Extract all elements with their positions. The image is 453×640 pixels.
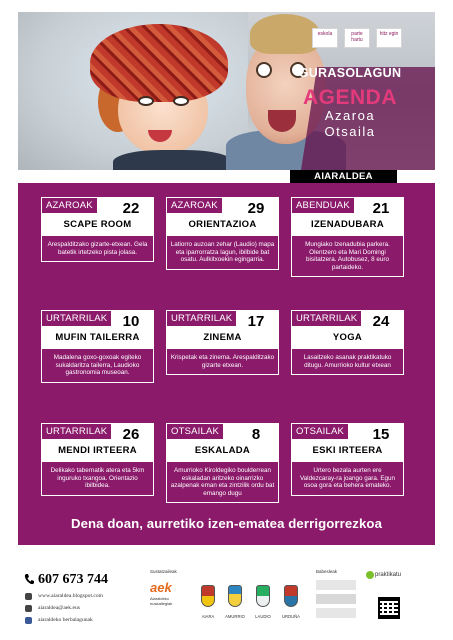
event-card [41,310,154,383]
event-description: Krispetak eta zinema. Arespalditzako gizarte etxean. [170,354,275,369]
event-day: 22 [122,200,140,217]
event-description: Urtero bezala aurten ere Valdezcaray-ra joango gara. Egun osoa gora eta behera emateko. [299,467,396,490]
collaborator-logo [316,580,356,590]
facebook-link[interactable]: aiaraldeko berbalagunak [38,617,93,623]
event-description: Arespalditzako gizarte-etxean. Gela batetik irtetzeko pista jolasa. [47,241,148,256]
event-card [41,423,154,496]
event-card [41,197,154,262]
email-link[interactable]: aiaraldea@aek.eus [38,605,80,611]
person-hair [250,14,320,54]
laudio-coat-of-arms-icon [256,585,270,607]
event-name: ESKI IRTEERA [312,445,383,456]
event-month: AZAROAK [42,198,97,213]
website-link[interactable]: www.aiaraldea.blogspot.com [38,593,104,599]
praktikatu-label: praktikatu [375,572,402,578]
event-description: Amurrioko Kiroldegiko boulderrean eskaladan aritzeko oinarrizko azalpenak eman eta zintzilik ordu bat emango dugu [170,467,275,497]
town-name: AIARA [201,614,215,619]
town-name: URDUÑA [282,614,300,619]
title-gurasolagun: GURASOLAGUN [298,66,402,80]
event-month: ABENDUAK [292,198,354,213]
title-month-end: Otsaila [324,124,376,139]
event-card [291,197,404,277]
tag-parte-hartu: parte hartu [344,28,370,48]
event-month: URTARRILAK [167,311,236,326]
event-day: 29 [247,200,265,217]
event-name: IZENADUBARA [311,219,384,230]
aek-logo: aek [150,580,172,595]
collaborator-logo [316,594,356,604]
event-description: Delikako tabernatik atera eta 5km inguruko txangoa. Orientazio ibilbidea. [50,467,145,490]
event-day: 10 [122,313,140,330]
event-month: OTSAILAK [292,424,348,439]
phone-number[interactable]: 607 673 744 [38,572,108,587]
event-day: 21 [372,200,390,217]
region-label: AIARALDEA [290,170,397,183]
mail-icon [25,605,32,612]
event-day: 26 [122,426,140,443]
town-name: LAUDIO [255,614,271,619]
aek-subtitle: Aiaraldeko euskaltegiak [150,596,173,606]
event-month: URTARRILAK [42,311,111,326]
eye [173,96,189,106]
person-body [113,150,233,170]
event-name: ESKALADA [194,445,251,456]
facebook-icon [25,617,32,624]
event-day: 24 [372,313,390,330]
town-name: AMURRIO [225,614,245,619]
event-card [291,423,404,496]
event-day: 17 [247,313,265,330]
event-card [166,310,279,375]
event-month: AZAROAK [167,198,222,213]
event-card [166,423,279,503]
phone-icon [24,573,34,585]
event-name: ORIENTAZIOA [188,219,257,230]
aiara-coat-of-arms-icon [201,585,215,607]
sponsors-label: Sustatzaileak [150,569,177,574]
slogan: Dena doan, aurretiko izen-ematea derrigorrezkoa [70,516,383,531]
tag-hitz-egin: hitz egin [376,28,402,48]
event-day: 8 [251,426,261,443]
amurrio-coat-of-arms-icon [228,585,242,607]
title-month-start: Azaroa [324,108,376,123]
speech-tags [312,28,408,50]
event-description: Mungiako Izenadubia parkera. Olentzero eta Mari Domingi bisitatzera. Autobusez, 8 euro partaideko. [305,241,390,271]
event-name: ZINEMA [203,332,242,343]
tartan-hat [90,24,228,102]
event-name: YOGA [332,332,363,343]
event-description: Latiorro auzoan zehar (Laudio) mapa eta iparrorratza lagun, ibilbide bat osatu. Aulkitxoekin egingarria. [170,241,275,264]
tag-eskola: eskola [312,28,338,48]
event-name: MUFIN TAILERRA [55,332,140,343]
title-agenda: AGENDA [302,86,397,109]
event-day: 15 [372,426,390,443]
eye [138,96,154,106]
event-description: Madalena goxo-goxoak egiteko sukaldaritza tailerra, Laudioko gastronomia museoan. [53,354,142,377]
event-card [291,310,404,375]
eye [256,62,272,78]
event-month: OTSAILAK [167,424,223,439]
event-card [166,197,279,270]
event-month: URTARRILAK [42,424,111,439]
event-name: SCAPE ROOM [63,219,132,230]
event-name: MENDI IRTEERA [58,445,137,456]
event-description: Lasaitzeko asanak praktikatuko ditugu. Amurrioko kultur etxean [303,354,392,369]
collaborator-logo [316,608,356,618]
praktikatu-icon [366,571,374,579]
event-month: URTARRILAK [292,311,361,326]
collaborators-label: Babesleak [316,569,338,574]
urduna-coat-of-arms-icon [284,585,298,607]
globe-icon [25,593,32,600]
qr-pattern [382,601,396,615]
